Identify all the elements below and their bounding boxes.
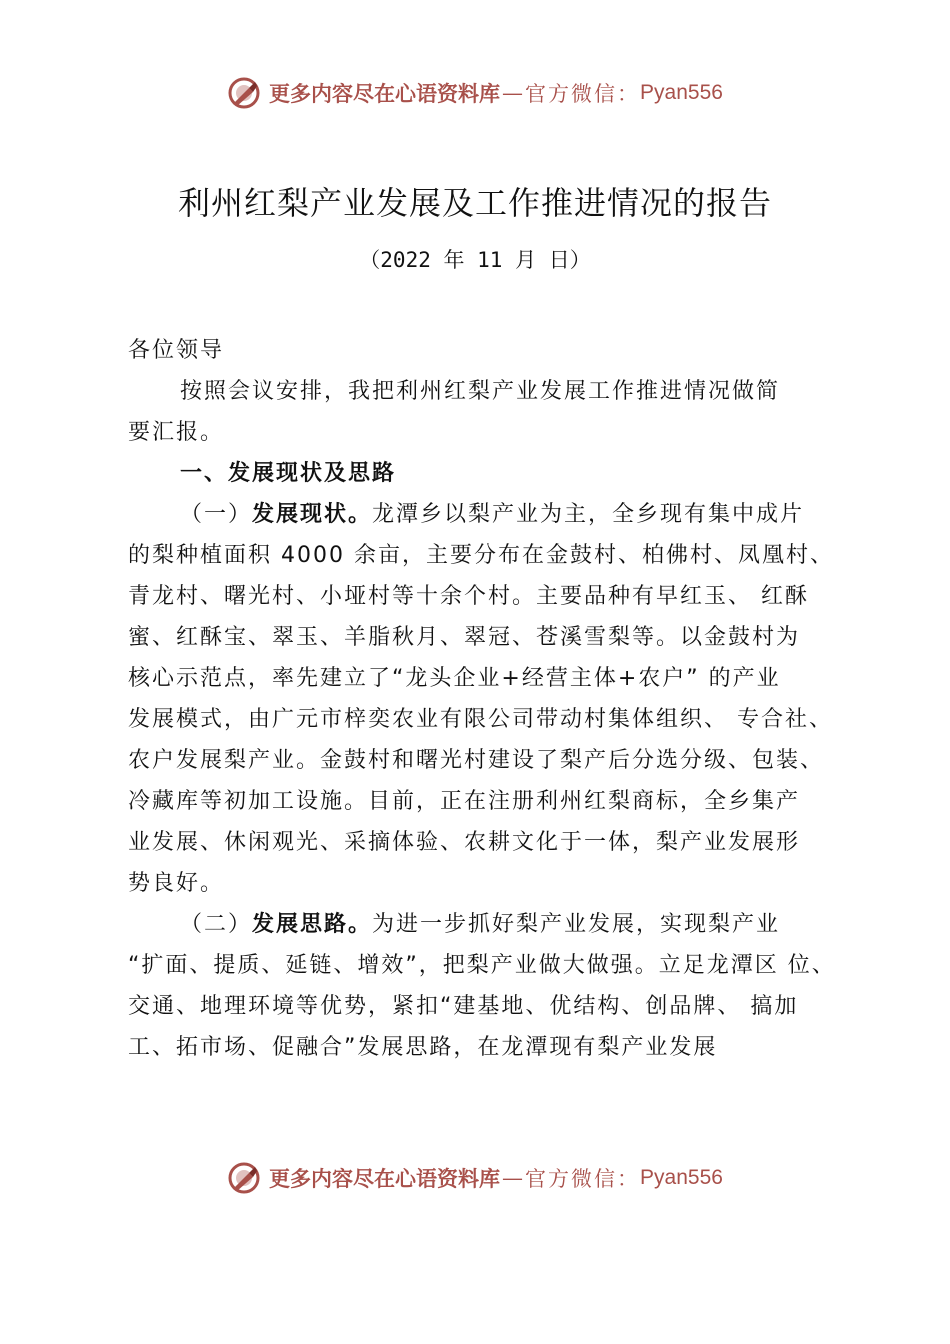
watermark-wechat-id: Pyan556	[640, 1166, 723, 1189]
subsection-label: （二）	[180, 912, 253, 937]
header-watermark	[0, 73, 950, 113]
paragraph-line: “扩面、提质、延链、增效”，把梨产业做大做强。立足龙潭区 位、	[128, 953, 836, 978]
subsection-heading: 发展现状。	[252, 502, 373, 527]
paragraph-line: 工、拓市场、促融合”发展思路，在龙潭现有梨产业发展	[128, 1035, 718, 1060]
paragraph-line: 发展模式，由广元市梓奕农业有限公司带动村集体组织、 专合社、	[128, 707, 833, 732]
footer-watermark	[0, 1158, 950, 1198]
watermark-dash: —	[502, 81, 524, 105]
salutation: 各位领导	[128, 338, 225, 363]
document-date: （2022 年 11 月 日）	[359, 248, 591, 272]
section-heading: 一、发展现状及思路	[180, 461, 397, 486]
document-body	[128, 330, 868, 1068]
subsection-heading: 发展思路。	[252, 912, 373, 937]
paragraph-line: 冷藏库等初加工设施。目前，正在注册利州红梨商标，全乡集产	[128, 789, 801, 814]
watermark-main-text: 更多内容尽在心语资料库	[269, 81, 501, 106]
subsection-label: （一）	[180, 502, 253, 527]
paragraph-line: 核心示范点，率先建立了“龙头企业+经营主体+农户” 的产业	[128, 666, 781, 691]
intro-line: 要汇报。	[128, 420, 225, 445]
paragraph-line: 农户发展梨产业。金鼓村和曙光村建设了梨产后分选分级、包装、	[128, 748, 825, 773]
watermark-main-text: 更多内容尽在心语资料库	[269, 1166, 501, 1191]
subsection-text: 龙潭乡以梨产业为主，全乡现有集中成片	[372, 502, 805, 527]
pen-logo-icon	[227, 1161, 261, 1195]
subsection-first-line	[128, 494, 868, 535]
pen-logo-icon	[227, 76, 261, 110]
paragraph-line: 蜜、红酥宝、翠玉、羊脂秋月、翠冠、苍溪雪梨等。以金鼓村为	[128, 625, 801, 650]
watermark-label: 官方微信：	[525, 1167, 641, 1191]
watermark-label: 官方微信：	[525, 82, 641, 106]
subsection-first-line	[128, 904, 868, 945]
paragraph-line: 的梨种植面积 4000 余亩，主要分布在金鼓村、柏佛村、凤凰村、	[128, 543, 834, 568]
watermark-dash: —	[502, 1166, 524, 1190]
paragraph-line: 业发展、休闲观光、采摘体验、农耕文化于一体，梨产业发展形	[128, 830, 801, 855]
paragraph-line: 青龙村、曙光村、小垭村等十余个村。主要品种有早红玉、 红酥	[128, 584, 809, 609]
intro-line: 按照会议安排，我把利州红梨产业发展工作推进情况做简	[180, 379, 781, 404]
paragraph-line: 交通、地理环境等优势，紧扣“建基地、优结构、创品牌、 搞加	[128, 994, 799, 1019]
watermark-wechat-id: Pyan556	[640, 81, 723, 104]
subsection-text: 为进一步抓好梨产业发展，实现梨产业	[372, 912, 781, 937]
paragraph-line: 势良好。	[128, 871, 225, 896]
document-title: 利州红梨产业发展及工作推进情况的报告	[177, 184, 772, 222]
